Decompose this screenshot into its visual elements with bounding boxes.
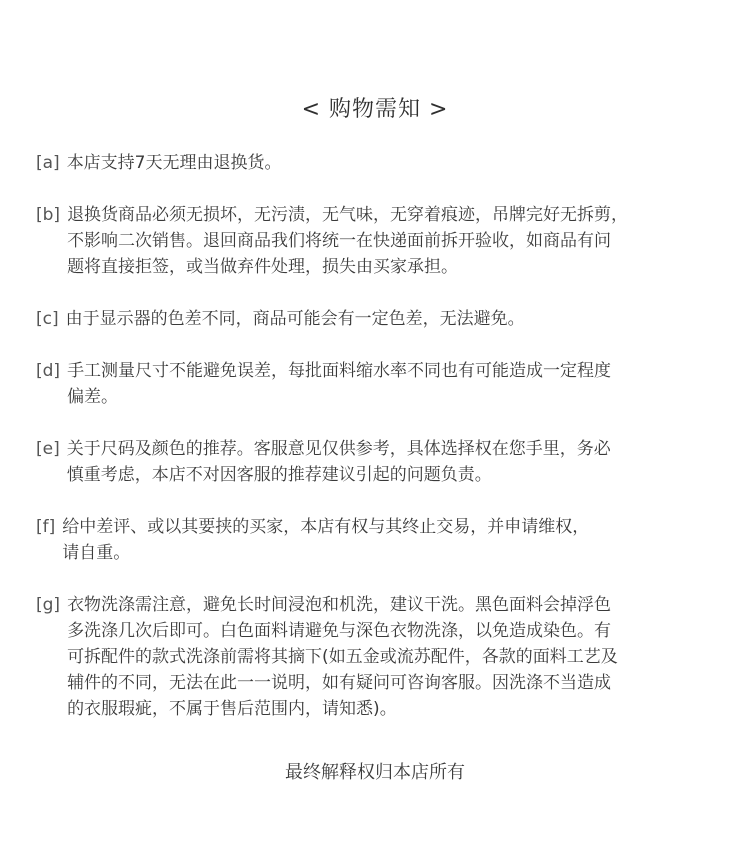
item-line: 衣物洗涤需注意，避免长时间浸泡和机洗，建议干洗。黑色面料会掉浮色 [67, 595, 612, 615]
notice-item-f [36, 514, 726, 566]
item-marker: [e] [36, 439, 60, 459]
item-line: 给中差评、或以其要挟的买家，本店有权与其终止交易，并申请维权， [62, 517, 590, 537]
item-line: 退换货商品必须无损坏，无污渍，无气味，无穿着痕迹，吊牌完好无拆剪， [67, 205, 629, 225]
item-line: 的衣服瑕疵，不属于售后范围内，请知悉)。 [67, 699, 397, 719]
notice-item-e [36, 436, 726, 488]
item-line: 本店支持7天无理由退换货。 [66, 153, 282, 173]
item-text [66, 306, 726, 332]
notice-item-c [36, 306, 726, 332]
item-line: 慎重考虑，本店不对因客服的推荐建议引起的问题负责。 [66, 465, 492, 485]
item-marker: [a] [36, 153, 60, 173]
notice-list [36, 150, 726, 722]
item-line: 辅件的不同，无法在此一一说明，如有疑问可咨询客服。因洗涤不当造成 [67, 673, 612, 693]
notice-item-b [36, 202, 726, 280]
item-text [67, 202, 726, 280]
item-line: 请自重。 [62, 543, 131, 563]
item-text [67, 150, 726, 176]
notice-item-d [36, 358, 726, 410]
item-text [67, 436, 726, 488]
item-text [67, 358, 726, 410]
item-line: 多洗涤几次后即可。白色面料请避免与深色衣物洗涤，以免造成染色。有 [67, 621, 612, 641]
item-line: 不影响二次销售。退回商品我们将统一在快递面前拆开验收，如商品有问 [67, 231, 612, 251]
item-line: 由于显示器的色差不同，商品可能会有一定色差，无法避免。 [65, 309, 525, 329]
item-line: 关于尺码及颜色的推荐。客服意见仅供参考，具体选择权在您手里，务必 [66, 439, 611, 459]
item-line: 可拆配件的款式洗涤前需将其摘下(如五金或流苏配件，各款的面料工艺及 [67, 647, 618, 667]
item-marker: [b] [36, 205, 61, 225]
item-marker: [c] [36, 309, 59, 329]
item-line: 题将直接拒签，或当做弃件处理，损失由买家承担。 [67, 257, 459, 277]
notice-item-a [36, 150, 726, 176]
item-text [62, 514, 726, 566]
item-line: 偏差。 [67, 387, 119, 407]
item-line: 手工测量尺寸不能避免误差，每批面料缩水率不同也有可能造成一定程度 [67, 361, 612, 381]
footer-note: 最终解释权归本店所有 [285, 762, 465, 783]
notice-item-g [36, 592, 726, 722]
item-text [67, 592, 726, 722]
page-title: < 购物需知 > [301, 97, 449, 122]
item-marker: [d] [36, 361, 61, 381]
item-marker: [f] [36, 517, 56, 537]
item-marker: [g] [36, 595, 61, 615]
